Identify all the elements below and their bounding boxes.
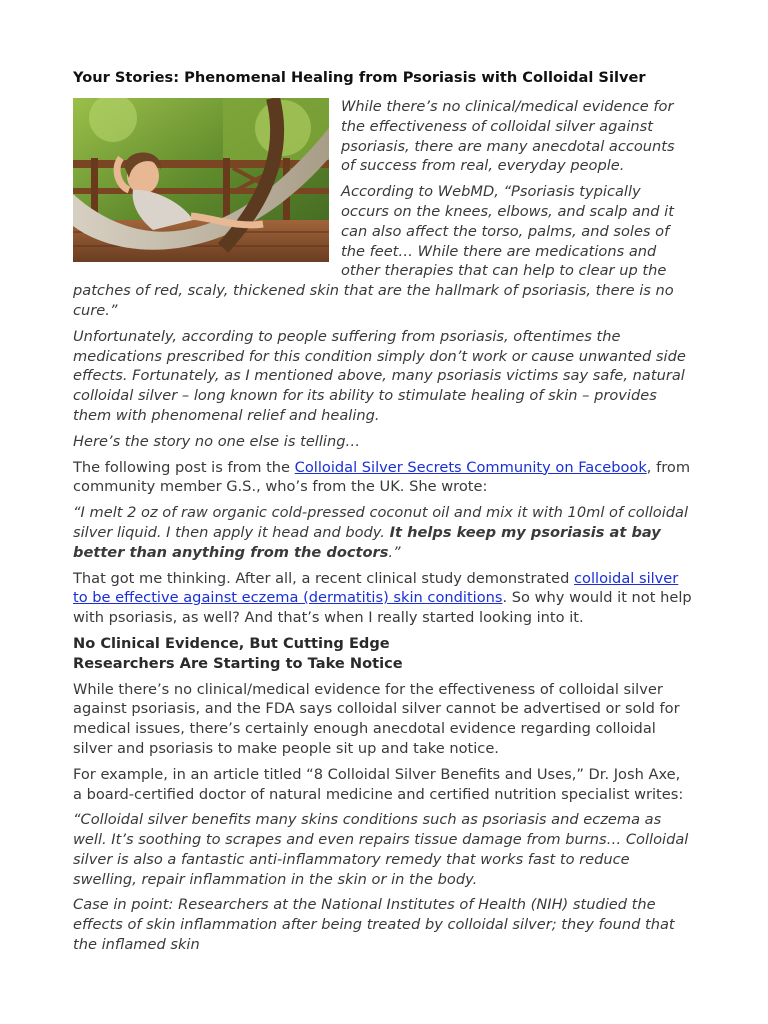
section-heading xyxy=(73,634,693,674)
eczema-study-link[interactable]: colloidal silver to be effective against eczema (dermatitis) skin conditions xyxy=(73,569,679,607)
facebook-post-paragraph: The following post is from the Colloidal Silver Secrets Community on Facebook, from community member G.S., who’s from the UK. She wrote: xyxy=(73,458,691,496)
nih-paragraph: Case in point: Researchers at the National Institutes of Health (NIH) studied the effects of skin inflammation after being treated by colloidal silver; they found that the inflamed skin xyxy=(73,896,675,954)
dr-axe-paragraph: For example, in an article titled “8 Colloidal Silver Benefits and Uses,” Dr. Josh Axe, a board-certified doctor of natural medicine and certified nutrition specialist writes: xyxy=(73,765,684,803)
webmd-quote-paragraph: According to WebMD, “Psoriasis typically occurs on the knees, elbows, and scalp and it can also affect the torso, palms, and soles of the feet… While there are medications and other therapies that can help to clear up the patches of red, scaly, thickened skin that are the hallmark of psoriasis, there is no cure.” xyxy=(73,183,674,319)
dr-axe-quote: “Colloidal silver benefits many skins conditions such as psoriasis and eczema as well. It’s soothing to scrapes and even repairs tissue damage from burns… Colloidal silver is also a fantastic anti-inflammatory remedy that works fast to reduce swelling, repair inflammation in the skin or in the body. xyxy=(73,811,689,888)
anecdotal-evidence-paragraph: While there’s no clinical/medical evidence for the effectiveness of colloidal silver against psoriasis, and the FDA says colloidal silver cannot be advertised or sold for medical issues, there’s certainly enough anecdotal evidence regarding colloidal silver and psoriasis to make people sit up and take notice. xyxy=(73,680,680,757)
woman-in-hammock-photo xyxy=(73,98,329,262)
section-heading-line1: No Clinical Evidence, But Cutting Edge xyxy=(73,634,390,652)
medications-paragraph: Unfortunately, according to people suffering from psoriasis, oftentimes the medications prescribed for this condition simply don’t work or cause unwanted side effects. Fortunately, as I mentioned above, many psoriasis victims say safe, natural colloidal silver – long known for its ability to stimulate healing of skin – provides them with phenomenal relief and healing. xyxy=(73,327,686,424)
intro-paragraph: While there’s no clinical/medical evidence for the effectiveness of colloidal silver against psoriasis, there are many anecdotal accounts of success from real, everyday people. xyxy=(341,98,675,175)
facebook-community-link[interactable]: Colloidal Silver Secrets Community on Facebook xyxy=(294,458,647,476)
article xyxy=(73,66,693,961)
section-heading-line2: Researchers Are Starting to Take Notice xyxy=(73,654,403,672)
eczema-study-paragraph: That got me thinking. After all, a recent clinical study demonstrated colloidal silver to be effective against eczema (dermatitis) skin conditions. So why would it not help with psoriasis, as well? And that’s when I really started looking into it. xyxy=(73,569,692,627)
story-teaser: Here’s the story no one else is telling… xyxy=(73,432,361,450)
article-title: Your Stories: Phenomenal Healing from Psoriasis with Colloidal Silver xyxy=(73,69,646,86)
testimonial-quote: “I melt 2 oz of raw organic cold-pressed coconut oil and mix it with 10ml of colloidal silver liquid. I then apply it head and body. It helps keep my psoriasis at bay better than anything from the doctors.” xyxy=(73,504,689,561)
